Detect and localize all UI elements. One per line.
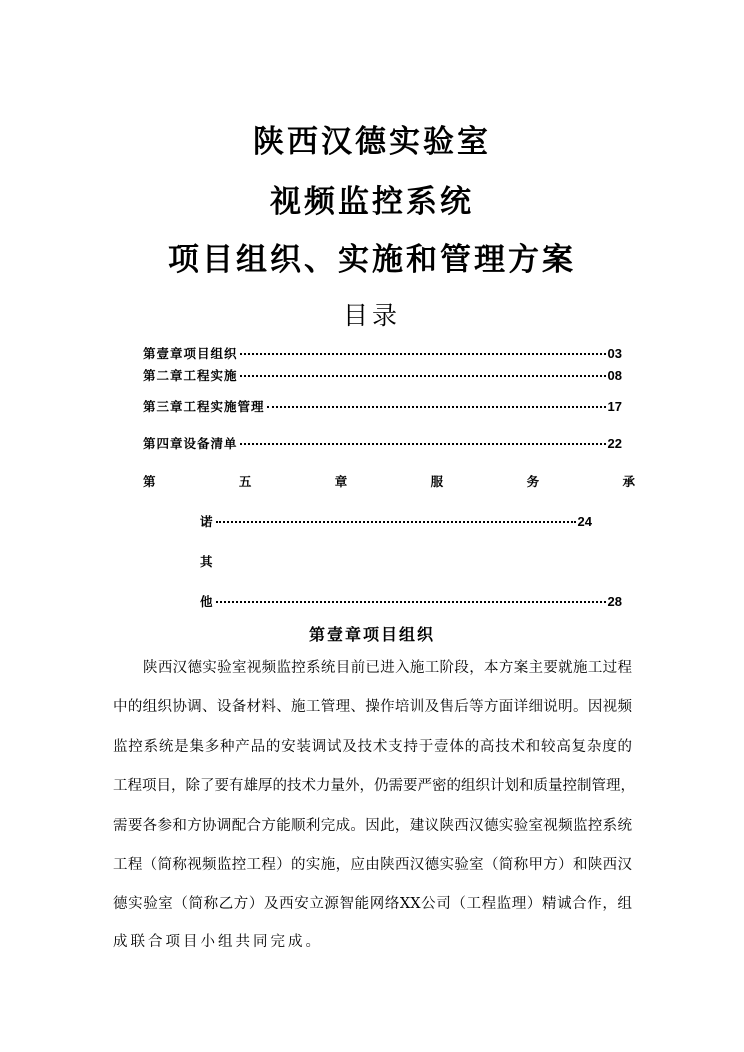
toc-leader	[240, 443, 606, 445]
chapter-heading: 第壹章项目组织	[308, 625, 435, 644]
document-title-line-3: 项目组织、实施和管理方案	[168, 242, 576, 278]
toc-entry[interactable]	[143, 397, 622, 415]
paragraph-line: 工程（简称视频监控工程）的实施，应由陕西汉德实验室（简称甲方）和陕西汉	[113, 857, 632, 873]
toc-entry-page: 03	[607, 346, 622, 361]
paragraph-line: 成联合项目小组共同完成。	[113, 934, 323, 950]
toc-entry[interactable]	[143, 344, 622, 362]
toc-char: 服	[430, 474, 444, 489]
toc-entry-label: 他	[200, 594, 214, 609]
toc-leader	[240, 353, 606, 355]
toc-entry-chapter5-tail[interactable]	[200, 512, 592, 530]
toc-leader	[216, 521, 576, 523]
toc-entry-other[interactable]	[200, 592, 622, 610]
toc-char: 五	[238, 474, 252, 489]
document-title-line-1: 陕西汉德实验室	[253, 124, 491, 160]
paragraph-line: 需要各参和方协调配合方能顺利完成。因此，建议陕西汉德实验室视频监控系统	[113, 818, 632, 834]
paragraph-line: 监控系统是集多种产品的安装调试及技术支持于壹体的高技术和较高复杂度的	[113, 739, 632, 755]
toc-entry-label: 第二章工程实施	[143, 368, 238, 383]
toc-leader	[216, 601, 606, 603]
toc-leader	[267, 406, 606, 408]
paragraph-line: 中的组织协调、设备材料、施工管理、操作培训及售后等方面详细说明。因视频	[113, 699, 632, 715]
toc-entry[interactable]	[143, 366, 622, 384]
toc-entry-label: 第四章设备清单	[143, 436, 238, 451]
toc-entry-page: 28	[607, 594, 622, 609]
toc-leader	[240, 375, 606, 377]
toc-entry-label: 第三章工程实施管理	[143, 399, 265, 414]
paragraph-line: 陕西汉德实验室视频监控系统目前已进入施工阶段，本方案主要就施工过程	[143, 660, 632, 676]
toc-entry-label: 其	[200, 554, 214, 569]
paragraph-line: 德实验室（简称乙方）及西安立源智能网络XX公司（工程监理）精诚合作，组	[113, 896, 632, 912]
toc-entry-chapter5-spread[interactable]	[143, 472, 635, 490]
toc-entry-page: 17	[607, 399, 622, 414]
toc-char: 章	[334, 474, 348, 489]
toc-entry[interactable]	[143, 434, 622, 452]
toc-entry-page: 08	[607, 368, 622, 383]
toc-entry-label: 诺	[200, 514, 214, 529]
toc-entry-page: 22	[607, 436, 622, 451]
paragraph-line: 工程项目，除了要有雄厚的技术力量外，仍需要严密的组织计划和质量控制管理，	[113, 778, 635, 794]
toc-entry-label: 第壹章项目组织	[143, 346, 238, 361]
toc-char: 承	[622, 474, 635, 489]
toc-entry-other-line1[interactable]	[200, 552, 214, 570]
document-title-line-2: 视频监控系统	[270, 184, 474, 220]
toc-char: 第	[143, 474, 156, 489]
toc-heading: 目录	[342, 301, 401, 330]
toc-char: 务	[526, 474, 540, 489]
toc-entry-page: 24	[577, 514, 592, 529]
